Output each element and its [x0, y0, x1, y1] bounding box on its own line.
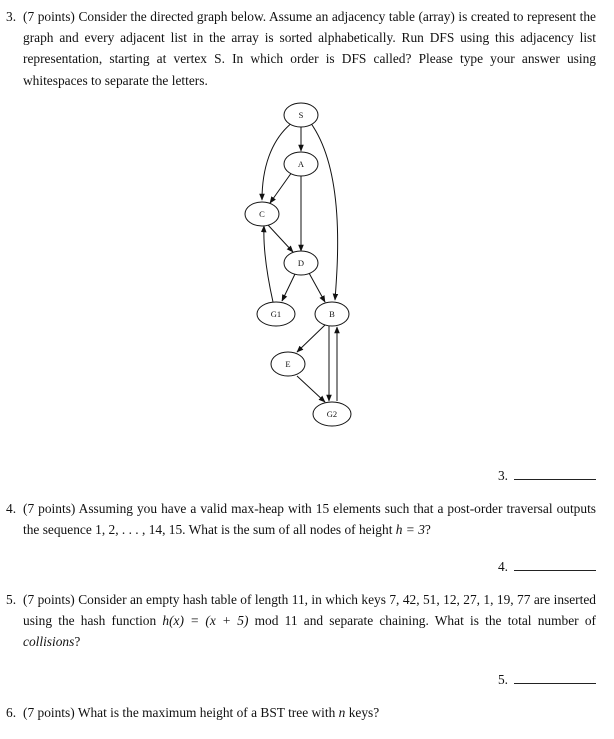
math-expression: n	[338, 705, 346, 720]
question-number: 4.	[6, 501, 17, 516]
answer-label: 3.	[497, 468, 508, 483]
question-text: What is the maximum height of a BST tree with	[77, 705, 339, 720]
node-label-d: D	[297, 258, 305, 268]
edge-a-c	[270, 172, 292, 203]
answer-5	[498, 672, 596, 688]
directed-graph	[0, 98, 614, 438]
math-expression: h(x) = (x + 5)	[162, 613, 249, 629]
node-label-e: E	[285, 359, 291, 369]
edge-c-d	[268, 225, 293, 252]
question-text: Assuming you have a valid max-heap with 15 elements such that a post-order traversal outputs the sequence 1, 2, . . . , 14, 15. What is the sum of all nodes of height	[23, 501, 596, 538]
edge-g1-c	[264, 226, 273, 302]
edge-d-g1	[282, 274, 295, 301]
question-4: 4. (7 points) Assuming you have a valid max-heap with 15 elements such that a post-order traversal outputs the sequence 1, 2, . . . , 14, 15. What is the sum of all nodes of height h = 3?	[6, 498, 596, 540]
question-number: 5.	[6, 592, 17, 607]
question-number: 6.	[6, 705, 17, 720]
node-label-c: C	[259, 209, 265, 219]
node-label-b: B	[329, 309, 335, 319]
points-label: (7 points)	[23, 592, 75, 607]
question-text: Consider the directed graph below. Assume an adjacency table (array) is created to represent the graph and every adjacent list in the array is sorted alphabetically. Run DFS using this adjacency list representation, starting at vertex S. In which order is DFS called? Please type your answer using whitespaces to separate the letters.	[23, 9, 596, 88]
points-label: (7 points)	[23, 9, 75, 24]
answer-blank[interactable]	[514, 672, 596, 684]
question-3	[6, 6, 596, 91]
question-number: 3.	[6, 9, 17, 24]
answer-blank[interactable]	[514, 468, 596, 480]
points-label: (7 points)	[23, 501, 76, 516]
emphasis: collisions	[23, 634, 75, 650]
answer-3	[498, 468, 596, 484]
node-label-g1: G1	[270, 309, 282, 319]
node-label-s: S	[298, 110, 304, 120]
question-6: 6. (7 points) What is the maximum height of a BST tree with n keys?	[6, 702, 596, 723]
question-5: 5. (7 points) Consider an empty hash table of length 11, in which keys 7, 42, 51, 12, 27, 1, 19, 77 are inserted using the hash function h(x) = (x + 5) mod 11 and separate chaining. What is the total number of collisions?	[6, 589, 596, 653]
answer-blank[interactable]	[514, 559, 596, 571]
edge-b-e	[297, 325, 325, 352]
edge-s-b	[310, 122, 338, 300]
points-label: (7 points)	[23, 705, 75, 720]
edge-d-b	[309, 273, 325, 302]
answer-label: 4.	[497, 559, 508, 574]
node-label-g2: G2	[326, 409, 338, 419]
math-expression: h = 3	[395, 522, 425, 538]
answer-label: 5.	[497, 672, 508, 687]
node-label-a: A	[297, 159, 305, 169]
answer-4	[498, 559, 596, 575]
edge-e-g2	[297, 376, 325, 402]
question-text: Consider an empty hash table of length 11, in which keys 7, 42, 51, 12, 27, 1, 19, 77 are inserted using the hash function	[23, 592, 597, 629]
